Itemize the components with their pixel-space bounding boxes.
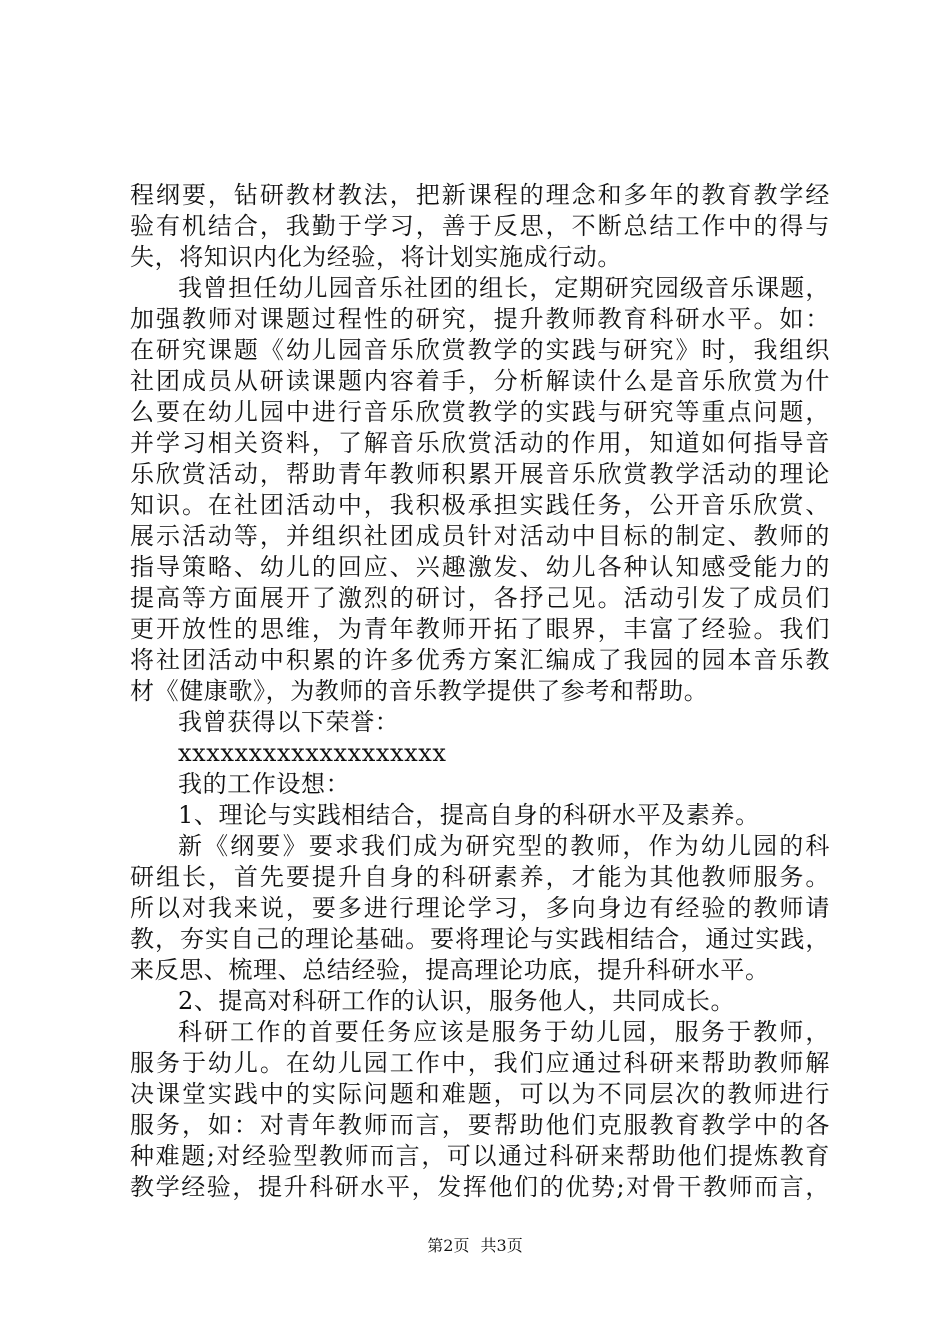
- page-number: 第2页: [427, 1236, 470, 1255]
- paragraph-first-line: 新《纲要》要求我们成为研究型的教师，作为幼儿园的科: [178, 832, 830, 860]
- page-footer: [0, 1236, 950, 1256]
- text-line: 展示活动等，并组织社团成员针对活动中目标的制定、教师的: [130, 522, 830, 550]
- text-line: 加强教师对课题过程性的研究，提升教师教育科研水平。如：: [130, 305, 830, 333]
- paragraph-first-line: 科研工作的首要任务应该是服务于幼儿园，服务于教师，: [178, 1018, 830, 1046]
- plan-item-1-heading: 1、理论与实践相结合，提高自身的科研水平及素养。: [178, 801, 760, 829]
- text-line: 服务，如：对青年教师而言，要帮助他们克服教育教学中的各: [130, 1111, 830, 1139]
- page-total: 共3页: [480, 1236, 523, 1255]
- text-line: 么要在幼儿园中进行音乐欣赏教学的实践与研究等重点问题，: [130, 398, 830, 426]
- text-line: 乐欣赏活动，帮助青年教师积累开展音乐欣赏教学活动的理论: [130, 460, 830, 488]
- text-line: 决课堂实践中的实际问题和难题，可以为不同层次的教师进行: [130, 1080, 830, 1108]
- text-line: 研组长，首先要提升自身的科研素养，才能为其他教师服务。: [130, 863, 830, 891]
- text-line: 指导策略、幼儿的回应、兴趣激发、幼儿各种认知感受能力的: [130, 553, 830, 581]
- text-line: 在研究课题《幼儿园音乐欣赏教学的实践与研究》时，我组织: [130, 336, 830, 364]
- text-line: 更开放性的思维，为青年教师开拓了眼界，丰富了经验。我们: [130, 615, 830, 643]
- text-line: 验有机结合，我勤于学习，善于反思，不断总结工作中的得与: [130, 212, 830, 240]
- plan-heading: 我的工作设想：: [178, 770, 351, 798]
- text-line: 服务于幼儿。在幼儿园工作中，我们应通过科研来帮助教师解: [130, 1049, 830, 1077]
- text-line: 所以对我来说，要多进行理论学习，多向身边有经验的教师请: [130, 894, 830, 922]
- text-line: 失，将知识内化为经验，将计划实施成行动。: [130, 243, 622, 271]
- text-line: 材《健康歌》，为教师的音乐教学提供了参考和帮助。: [130, 677, 709, 705]
- honors-placeholder: xxxxxxxxxxxxxxxxxxx: [178, 739, 447, 767]
- text-line: 社团成员从研读课题内容着手，分析解读什么是音乐欣赏为什: [130, 367, 830, 395]
- text-line: 程纲要，钻研教材教法，把新课程的理念和多年的教育教学经: [130, 181, 830, 209]
- text-line: 来反思、梳理、总结经验，提高理论功底，提升科研水平。: [130, 956, 770, 984]
- honors-heading: 我曾获得以下荣誉：: [178, 708, 400, 736]
- text-line: 知识。在社团活动中，我积极承担实践任务，公开音乐欣赏、: [130, 491, 830, 519]
- text-line: 将社团活动中积累的许多优秀方案汇编成了我园的园本音乐教: [130, 646, 830, 674]
- text-line: 教，夯实自己的理论基础。要将理论与实践相结合，通过实践，: [130, 925, 830, 953]
- plan-item-2-heading: 2、提高对科研工作的认识，服务他人，共同成长。: [178, 987, 736, 1015]
- text-line: 种难题;对经验型教师而言，可以通过科研来帮助他们提炼教育: [130, 1142, 830, 1170]
- text-line: 教学经验，提升科研水平，发挥他们的优势;对骨干教师而言，: [130, 1173, 830, 1201]
- paragraph-first-line: 我曾担任幼儿园音乐社团的组长，定期研究园级音乐课题，: [178, 274, 830, 302]
- text-line: 并学习相关资料，了解音乐欣赏活动的作用，知道如何指导音: [130, 429, 830, 457]
- text-line: 提高等方面展开了激烈的研讨，各抒己见。活动引发了成员们: [130, 584, 830, 612]
